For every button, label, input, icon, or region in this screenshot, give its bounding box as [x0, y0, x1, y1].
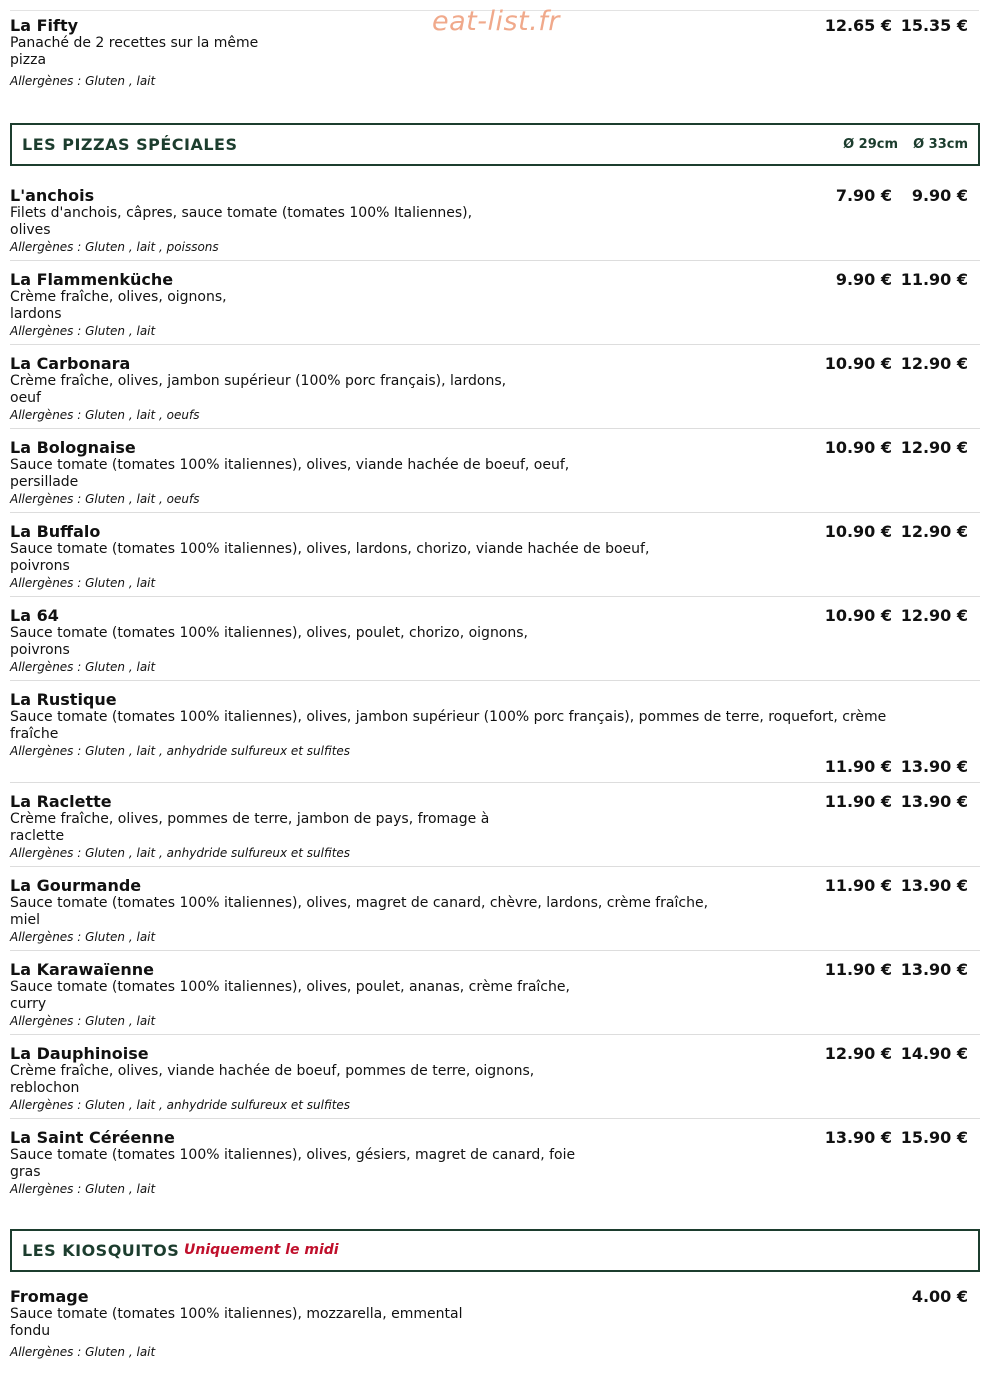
- item-name: Fromage: [10, 1287, 89, 1306]
- section-title: LES KIOSQUITOS: [22, 1241, 180, 1260]
- item-allergens: Allergènes : Gluten , lait: [10, 930, 156, 944]
- price-large: 13.90 €: [900, 960, 968, 979]
- item-name: La Dauphinoise: [10, 1044, 149, 1063]
- price-large: 11.90 €: [900, 270, 968, 289]
- item-allergens: Allergènes : Gluten , lait , anhydride sulfureux et sulfites: [10, 1098, 351, 1112]
- price-small: 10.90 €: [824, 522, 892, 541]
- menu-item[interactable]: [10, 872, 980, 951]
- item-description: Sauce tomate (tomates 100% italiennes), olives, poulet, ananas, crème fraîche, curry: [10, 979, 570, 1012]
- item-description: Sauce tomate (tomates 100% italiennes), olives, jambon supérieur (100% porc français), pommes de terre, roquefort, crème fraîche: [10, 709, 887, 742]
- item-allergens: Allergènes : Gluten , lait: [10, 660, 156, 674]
- item-allergens: Allergènes : Gluten , lait , oeufs: [10, 408, 200, 422]
- menu-item[interactable]: [10, 1040, 980, 1119]
- price-large: 9.90 €: [911, 186, 968, 205]
- price-large: 12.90 €: [900, 438, 968, 457]
- menu-item[interactable]: [10, 266, 980, 345]
- item-name: La Karawaïenne: [10, 960, 154, 979]
- item-description: Sauce tomate (tomates 100% italiennes), olives, gésiers, magret de canard, foie gras: [10, 1147, 576, 1180]
- item-description: Crème fraîche, olives, pommes de terre, jambon de pays, fromage à raclette: [10, 811, 490, 844]
- menu-item[interactable]: [10, 1124, 980, 1202]
- item-name: La Flammenküche: [10, 270, 174, 289]
- price-large: 15.35 €: [900, 16, 968, 35]
- menu-item[interactable]: [10, 956, 980, 1035]
- price: 4.00 €: [911, 1287, 968, 1306]
- item-allergens: Allergènes : Gluten , lait: [10, 1014, 156, 1028]
- price-large: 13.90 €: [900, 792, 968, 811]
- item-description: Sauce tomate (tomates 100% italiennes), olives, poulet, chorizo, oignons, poivrons: [10, 625, 528, 658]
- price-large: 12.90 €: [900, 606, 968, 625]
- item-name: La Fifty: [10, 16, 79, 35]
- item-allergens: Allergènes : Gluten , lait , oeufs: [10, 492, 200, 506]
- menu-item[interactable]: [10, 788, 980, 867]
- price-large: 12.90 €: [900, 522, 968, 541]
- item-allergens: Allergènes : Gluten , lait: [10, 576, 156, 590]
- item-allergens: Allergènes : Gluten , lait , anhydride sulfureux et sulfites: [10, 744, 351, 758]
- item-description: Sauce tomate (tomates 100% italiennes), olives, magret de canard, chèvre, lardons, crème fraîche, miel: [10, 895, 709, 928]
- menu-item-la-fifty[interactable]: [10, 12, 980, 92]
- item-name: La Carbonara: [10, 354, 131, 373]
- price-small: 11.90 €: [824, 960, 892, 979]
- section-header-kiosquitos: [10, 1229, 980, 1272]
- price-small: 10.90 €: [824, 606, 892, 625]
- menu-item-fromage[interactable]: [10, 1283, 980, 1363]
- item-description: Filets d'anchois, câpres, sauce tomate (tomates 100% Italiennes), olives: [10, 205, 473, 238]
- price-small: 10.90 €: [824, 438, 892, 457]
- item-allergens: Allergènes : Gluten , lait: [10, 74, 156, 88]
- menu-item[interactable]: [10, 350, 980, 429]
- menu-item[interactable]: [10, 182, 980, 261]
- item-allergens: Allergènes : Gluten , lait: [10, 1345, 156, 1359]
- item-name: La Buffalo: [10, 522, 101, 541]
- item-allergens: Allergènes : Gluten , lait , anhydride sulfureux et sulfites: [10, 846, 351, 860]
- item-name: La Raclette: [10, 792, 112, 811]
- item-name: La Bolognaise: [10, 438, 136, 457]
- price-small: 11.90 €: [824, 876, 892, 895]
- item-name: La Gourmande: [10, 876, 142, 895]
- item-description: Sauce tomate (tomates 100% italiennes), olives, viande hachée de boeuf, oeuf, persillade: [10, 457, 570, 490]
- price-small: 9.90 €: [835, 270, 892, 289]
- price-small: 10.90 €: [824, 354, 892, 373]
- item-description: Crème fraîche, olives, oignons, lardons: [10, 289, 227, 322]
- item-name: La 64: [10, 606, 59, 625]
- menu-item[interactable]: [10, 602, 980, 681]
- item-description: Sauce tomate (tomates 100% italiennes), mozzarella, emmental fondu: [10, 1306, 463, 1339]
- price-small: 12.65 €: [824, 16, 892, 35]
- item-name: La Rustique: [10, 690, 117, 709]
- watermark: eat-list.fr: [432, 6, 560, 37]
- price-small: 11.90 €: [824, 792, 892, 811]
- price-small: 13.90 €: [824, 1128, 892, 1147]
- item-description: Sauce tomate (tomates 100% italiennes), olives, lardons, chorizo, viande hachée de boeuf, poivrons: [10, 541, 650, 574]
- price-large: 15.90 €: [900, 1128, 968, 1147]
- section-title: LES PIZZAS SPÉCIALES: [22, 135, 238, 154]
- item-description: Crème fraîche, olives, jambon supérieur (100% porc français), lardons, oeuf: [10, 373, 507, 406]
- menu-item[interactable]: [10, 434, 980, 513]
- price-large: 12.90 €: [900, 354, 968, 373]
- section-header-pizzas-speciales: [10, 123, 980, 166]
- price-large: 13.90 €: [900, 876, 968, 895]
- size-small-label: Ø 29cm: [843, 137, 898, 152]
- item-name: L'anchois: [10, 186, 95, 205]
- menu-item[interactable]: [10, 518, 980, 597]
- price-small-rustique-repeat: 11.90 €: [824, 757, 892, 776]
- item-allergens: Allergènes : Gluten , lait: [10, 324, 156, 338]
- section-subtitle: Uniquement le midi: [184, 1242, 339, 1258]
- size-large-label: Ø 33cm: [913, 137, 968, 152]
- item-description: Crème fraîche, olives, viande hachée de boeuf, pommes de terre, oignons, reblochon: [10, 1063, 535, 1096]
- price-large-rustique-repeat: 13.90 €: [900, 757, 968, 776]
- price-small: 12.90 €: [824, 1044, 892, 1063]
- item-name: La Saint Céréenne: [10, 1128, 175, 1147]
- item-allergens: Allergènes : Gluten , lait: [10, 1182, 156, 1196]
- item-description: Panaché de 2 recettes sur la même pizza: [10, 35, 259, 68]
- item-allergens: Allergènes : Gluten , lait , poissons: [10, 240, 219, 254]
- price-small: 7.90 €: [835, 186, 892, 205]
- price-large: 14.90 €: [900, 1044, 968, 1063]
